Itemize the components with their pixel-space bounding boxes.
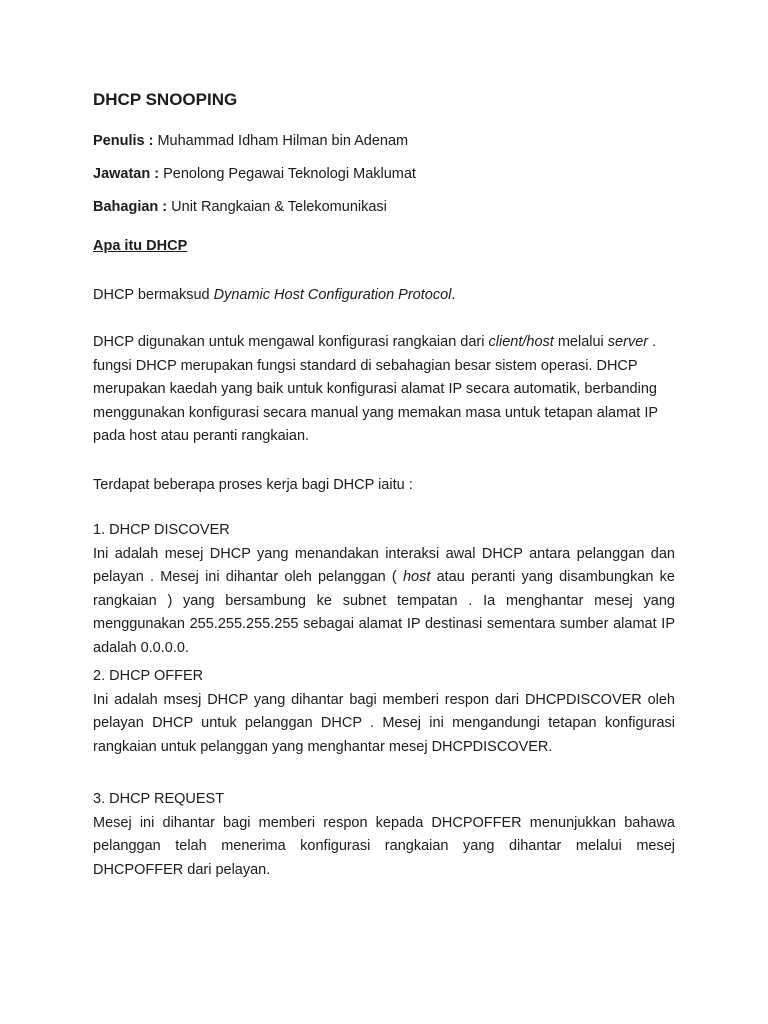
step-discover-text-b: atau peranti yang disambungkan ke rangkaian ) yang bersambung ke subnet tempatan . Ia menghantar mesej yang menggunakan 255.255.255.255 sebagai alamat IP destinasi sementara sumber alamat IP adalah 0.0.0.0. [93,569,675,656]
intro-paragraph-3: Terdapat beberapa proses kerja bagi DHCP iaitu : [93,477,413,493]
step-discover-text-a: Ini adalah mesej DHCP yang menandakan interaksi awal DHCP antara pelanggan dan pelayan . Mesej ini dihantar oleh pelanggan ( [93,545,675,585]
step-discover-heading: 1. DHCP DISCOVER [93,522,230,538]
division-line [93,199,387,215]
intro-p1-suffix: . [451,287,456,303]
step-offer [93,665,675,759]
intro-paragraph-2 [93,331,675,449]
intro-p2-rest: fungsi DHCP merupakan fungsi standard di sebahagian besar sistem operasi. DHCP merupakan kaedah yang baik untuk konfigurasi alamat IP secara automatik, berbanding menggunakan konfigurasi secara manual yang memakan masa untuk tetapan alamat IP pada host atau peranti rangkaian. [93,357,658,444]
division-value: Unit Rangkaian & Telekomunikasi [171,199,387,215]
intro-p2-text-b: melalui [553,334,608,350]
position-line [93,166,416,182]
step-request [93,788,675,882]
intro-p2-emphasis-2: server [607,334,649,350]
intro-p1-text: DHCP bermaksud [93,287,214,303]
section-heading: Apa itu DHCP [93,238,188,254]
step-discover [93,519,675,660]
step-request-body: Mesej ini dihantar bagi memberi respon kepada DHCPOFFER menunjukkan bahawa pelanggan telah menerima konfigurasi rangkaian yang dihantar melalui mesej DHCPOFFER dari pelayan. [93,814,675,878]
author-label: Penulis : [93,133,154,149]
step-offer-body: Ini adalah msesj DHCP yang dihantar bagi memberi respon dari DHCPDISCOVER oleh pelayan DHCP untuk pelanggan DHCP . Mesej ini mengandungi tetapan konfigurasi rangkaian untuk pelanggan yang menghantar mesej DHCPDISCOVER. [93,691,675,755]
step-discover-body [93,543,675,661]
page-title: DHCP SNOOPING [93,90,238,109]
intro-p1-emphasis: Dynamic Host Configuration Protocol [213,287,452,303]
intro-p2-first-line [93,331,675,355]
division-label: Bahagian : [93,199,168,215]
author-line [93,133,408,149]
step-request-heading: 3. DHCP REQUEST [93,791,225,807]
position-value: Penolong Pegawai Teknologi Maklumat [163,166,416,182]
author-value: Muhammad Idham Hilman bin Adenam [157,133,409,149]
intro-p2-text-a: DHCP digunakan untuk mengawal konfigurasi rangkaian dari [93,334,489,350]
position-label: Jawatan : [93,166,160,182]
intro-p2-text-c: . [648,334,657,350]
step-offer-heading: 2. DHCP OFFER [93,668,204,684]
step-discover-emphasis: host [402,569,431,585]
intro-paragraph-1 [93,284,675,308]
intro-p2-emphasis-1: client/host [488,334,554,350]
